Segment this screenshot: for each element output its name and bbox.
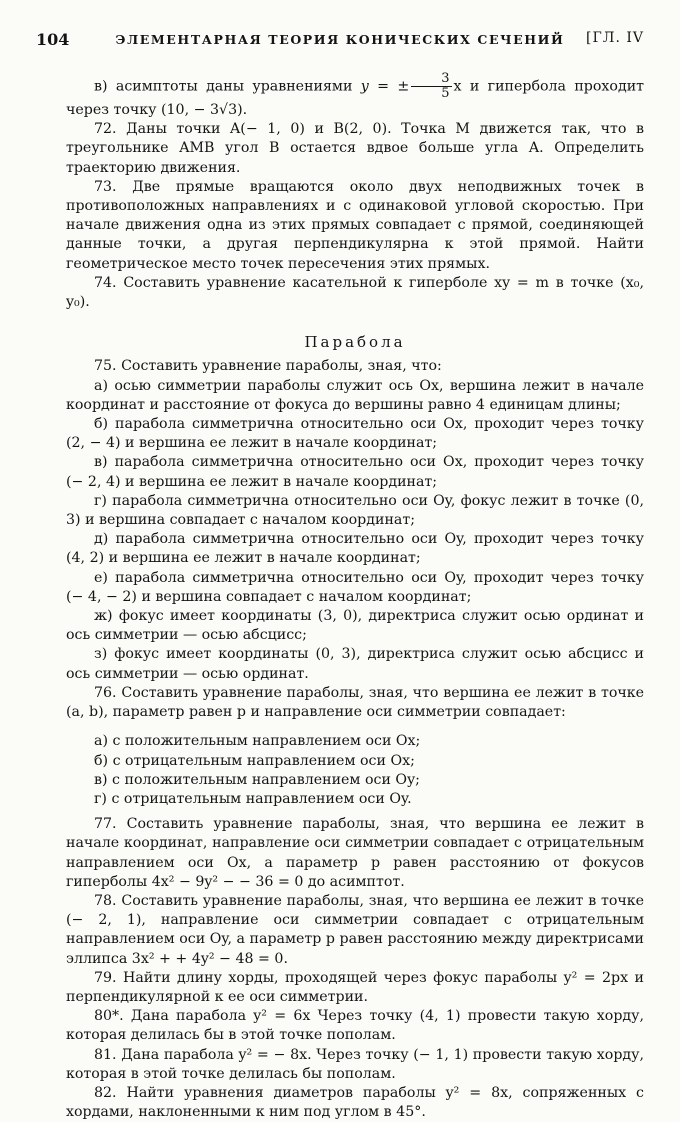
- fraction-numerator: 3: [411, 72, 451, 87]
- page-header: [36, 30, 644, 52]
- problem-72: 72. Даны точки A(− 1, 0) и B(2, 0). Точка M движется так, что в треугольнике AMB угол B остается вдвое больше угла A. Определить траекторию движения.: [66, 121, 644, 176]
- problem-81: 81. Дана парабола y² = − 8x. Через точку (− 1, 1) провести такую хорду, которая в этой точке делилась бы пополам.: [66, 1046, 644, 1082]
- problem-80: 80*. Дана парабола y² = 6x Через точку (4, 1) провести такую хорду, которая делилась бы в этой точке пополам.: [66, 1008, 644, 1044]
- p71v-equation: y = ±: [360, 78, 410, 95]
- page-body: [66, 72, 644, 1122]
- problem-75a: а) осью симметрии параболы служит ось Ox, вершина лежит в начале координат и расстояние от фокуса до вершины равно 4 единицам длины;: [66, 377, 644, 413]
- section-title: Парабола: [304, 333, 406, 352]
- p71v-text-after: x и гипербола проходит через точку (10, − 3√3).: [66, 78, 645, 118]
- problem-75z: з) фокус имеет координаты (0, 3), директриса служит осью абсцисс и ось симметрии — осью ординат.: [66, 646, 644, 682]
- problem-77: 77. Составить уравнение параболы, зная, что вершина ее лежит в начале координат, направление оси симметрии совпадает с отрицательным направлением оси Ox, а параметр p равен расстоянию от фокусов гиперболы 4x² − 9y² − − 36 = 0 до асимптот.: [66, 816, 644, 890]
- problem-76b: б) с отрицательным направлением оси Ox;: [94, 752, 415, 769]
- problem-75: 75. Составить уравнение параболы, зная, что:: [94, 358, 442, 375]
- fraction-denominator: 5: [441, 86, 450, 101]
- problem-76: 76. Составить уравнение параболы, зная, что вершина ее лежит в точке (a, b), параметр равен p и направление оси симметрии совпадает:: [66, 684, 644, 721]
- problem-75d: д) парабола симметрична относительно оси Oy, проходит через точку (4, 2) и вершина ее лежит в начале координат;: [66, 531, 644, 567]
- problem-75zh: ж) фокус имеет координаты (3, 0), директриса служит осью ординат и ось симметрии — осью абсцисс;: [66, 608, 644, 644]
- chapter-label: [ГЛ. IV: [586, 30, 644, 46]
- problem-76a: а) с положительным направлением оси Ox;: [94, 733, 421, 750]
- problem-79: 79. Найти длину хорды, проходящей через фокус параболы y² = 2px и перпендикулярной к ее оси симметрии.: [66, 969, 644, 1005]
- problem-76v: в) с положительным направлением оси Oy;: [94, 771, 420, 788]
- page-number: 104: [36, 30, 70, 49]
- problem-75v: в) парабола симметрична относительно оси Ox, проходит через точку (− 2, 4) и вершина ее лежит в начале координат;: [66, 454, 644, 490]
- running-title: ЭЛЕМЕНТАРНАЯ ТЕОРИЯ КОНИЧЕСКИХ СЕЧЕНИЙ: [115, 32, 565, 47]
- problem-73: 73. Две прямые вращаются около двух неподвижных точек в противоположных направлениях и с одинаковой угловой скоростью. При начале движения одна из этих прямых совпадает с прямой, соединяющей данные точки, а другая перпендикулярна к этой прямой. Найти геометрическое место точек пересечения этих прямых.: [66, 178, 644, 272]
- problem-82: 82. Найти уравнения диаметров параболы y² = 8x, сопряженных с хордами, наклоненными к ним под углом в 45°.: [66, 1084, 644, 1121]
- fraction-3-5: [411, 72, 451, 101]
- problem-76g: г) с отрицательным направлением оси Oy.: [94, 790, 412, 807]
- spacer: [66, 722, 644, 732]
- problem-74: 74. Составить уравнение касательной к гиперболе xy = m в точке (x₀, y₀).: [66, 274, 644, 311]
- problem-71v: [66, 72, 644, 120]
- problem-75g: г) парабола симметрична относительно оси Oy, фокус лежит в точке (0, 3) и вершина совпадает с началом координат;: [66, 492, 644, 529]
- problem-75b: б) парабола симметрична относительно оси Ox, проходит через точку (2, − 4) и вершина ее лежит в начале координат;: [66, 416, 644, 452]
- p71v-text-before: в) асимптоты даны уравнениями: [94, 78, 361, 95]
- problem-78: 78. Составить уравнение параболы, зная, что вершина ее лежит в точке (− 2, 1), направление оси симметрии совпадает с отрицательным направлением оси Oy, а параметр p равен расстоянию между директрисами эллипса 3x² + + 4y² − 48 = 0.: [66, 892, 644, 967]
- problem-75e: е) парабола симметрична относительно оси Oy, проходит через точку (− 4, − 2) и вершина совпадает с началом координат;: [66, 569, 644, 605]
